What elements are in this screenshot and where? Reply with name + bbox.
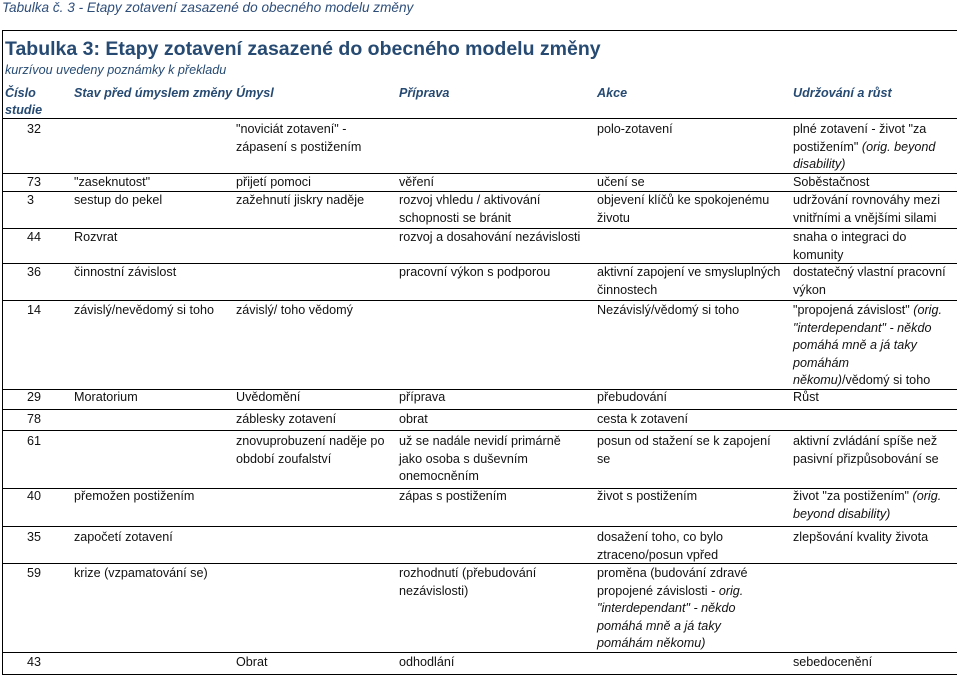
row-3-prep-line2: schopnosti se bránit [399,210,512,225]
row-36-maintain [793,264,946,299]
row-35-study: 35 [27,530,42,544]
row-59-before: krize (vzpamatování se) [74,566,208,580]
row-40-maintain-line2: beyond disability) [793,506,891,521]
row-14-maintain-line4: pomáhám [793,355,850,370]
row-73-intent: přijetí pomoci [236,175,311,189]
row-40-maintain-line1a: život "za postižením" [793,489,913,503]
row-59-action-line2b: orig. [718,583,744,598]
row-36-action [597,264,780,299]
row-36-prep: pracovní výkon s podporou [399,265,551,279]
row-divider [2,409,957,410]
row-61-prep [399,433,561,486]
header-prep: Příprava [399,86,450,100]
row-44-maintain-line1: snaha o integraci do [793,230,907,244]
row-73-action: učení se [597,175,645,189]
row-3-action-line1: objevení klíčů ke spokojenému [597,193,770,207]
header-action: Akce [597,86,628,100]
row-14-intent: závislý/ toho vědomý [236,303,353,317]
row-61-intent-line2: období zoufalství [236,451,332,466]
row-59-action-line5: pomáhám někomu) [597,636,706,650]
row-32-maintain-line2a: postižením" [793,139,862,154]
row-36-before: činnostní závislost [74,265,177,279]
row-61-maintain-line1: aktivní zvládání spíše než [793,434,938,448]
row-29-action: přebudování [597,390,668,404]
row-61-prep-line3: onemocněním [399,469,479,483]
row-40-prep: zápas s postižením [399,489,507,503]
row-3-intent: zažehnutí jiskry naděje [236,193,365,207]
table-subtitle: kurzívou uvedeny poznámky k překladu [5,63,227,77]
row-29-intent: Uvědomění [236,390,301,404]
row-14-maintain-line5 [793,372,942,390]
row-73-prep: věření [399,175,435,189]
row-36-study: 36 [27,265,42,279]
row-61-maintain-line2: pasivní přizpůsobování se [793,451,939,466]
row-44-study: 44 [27,230,42,244]
row-3-prep-line1: rozvoj vhledu / aktivování [399,193,541,207]
row-44-maintain-line2: komunity [793,247,844,262]
row-14-maintain-line1b: (orig. [913,303,942,317]
row-14-maintain-line1 [793,302,942,320]
row-29-maintain: Růst [793,390,819,404]
row-32-maintain-line1: plné zotavení - život "za [793,122,927,136]
row-3-prep [399,192,540,227]
row-35-before: započetí zotavení [74,530,173,544]
row-29-prep: příprava [399,390,446,404]
row-14-maintain-line3: pomáhá mně a já taky [793,338,917,352]
row-3-action [597,192,769,227]
row-3-maintain-line1: udržování rovnováhy mezi [793,193,940,207]
row-35-action-line2: ztraceno/posun vpřed [597,547,719,562]
row-59-action-line4: pomáhá mně a já taky [597,618,721,633]
row-61-action-line2: se [597,451,611,466]
row-3-maintain [793,192,940,227]
header-study [5,85,42,119]
row-3-action-line2: životu [597,210,630,225]
row-14-action: Nezávislý/vědomý si toho [597,303,740,317]
row-40-before: přemožen postižením [74,489,195,503]
row-59-study: 59 [27,566,42,580]
header-maintain: Udržování a růst [793,86,892,100]
table-title: Tabulka 3: Etapy zotavení zasazené do obecného modelu změny [5,38,601,60]
row-40-maintain-line1 [793,488,941,506]
row-59-action-line3: "interdependant" - někdo [597,601,736,615]
row-divider [2,430,957,431]
row-divider [2,526,957,527]
row-32-study: 32 [27,122,42,136]
row-36-maintain-line1: dostatečný vlastní pracovní [793,265,946,279]
row-61-prep-line1: už se nadále nevidí primárně [399,434,561,448]
row-61-maintain [793,433,939,468]
row-61-prep-line2: jako osoba s duševním [399,451,528,466]
row-14-study: 14 [27,303,42,317]
header-divider [2,118,957,119]
row-61-study: 61 [27,434,42,448]
row-3-maintain-line2: vnitřními a vnějšími silami [793,210,937,225]
row-61-action-line1: posun od stažení se k zapojení [597,434,771,448]
row-32-maintain-line2 [793,139,935,157]
row-61-intent-line1: znovuprobuzení naděje po [236,434,385,448]
header-study-line2: studie [5,103,43,117]
row-divider [2,300,957,301]
row-78-intent: záblesky zotavení [236,412,337,426]
row-43-maintain: sebedocenění [793,655,873,669]
row-43-study: 43 [27,655,42,669]
row-40-study: 40 [27,489,42,503]
row-61-action [597,433,771,468]
row-44-before: Rozvrat [74,230,118,244]
row-43-intent: Obrat [236,655,268,669]
row-14-maintain-line1a: "propojená závislost" [793,303,914,317]
row-59-prep-line2: nezávislosti) [399,583,469,598]
row-divider [2,652,957,653]
row-32-maintain-line2b: (orig. beyond [861,139,936,154]
row-29-study: 29 [27,390,42,404]
row-14-maintain-line5b: /vědomý si toho [842,373,931,387]
row-78-prep: obrat [399,412,428,426]
table-caption: Tabulka č. 3 - Etapy zotavení zasazené do obecného modelu změny [2,0,414,15]
row-59-action-line2a: propojené závislosti - [597,583,719,598]
row-14-maintain-line5a: někomu) [793,373,842,387]
row-73-maintain: Soběstačnost [793,175,870,189]
row-29-before: Moratorium [74,390,138,404]
row-73-study: 73 [27,175,42,189]
row-59-prep [399,565,536,600]
row-32-intent-line1: "noviciát zotavení" - [236,122,347,136]
row-59-action-line1: proměna (budování zdravé [597,566,748,580]
row-32-intent [236,121,361,156]
row-59-action [597,565,748,653]
row-14-before: závislý/nevědomý si toho [74,303,214,317]
row-43-prep: odhodlání [399,655,455,669]
row-59-prep-line1: rozhodnutí (přebudování [399,566,537,580]
row-14-maintain [793,302,942,390]
row-14-maintain-line2: "interdependant" - někdo [793,320,932,335]
row-32-action: polo-zotavení [597,122,673,136]
header-intent: Úmysl [236,86,274,100]
row-3-study: 3 [27,193,35,207]
row-32-intent-line2: zápasení s postižením [236,139,362,154]
row-36-action-line2: činnostech [597,282,658,297]
row-35-maintain: zlepšování kvality života [793,530,929,544]
row-divider [2,563,957,564]
row-73-before: "zaseknutost" [74,175,151,189]
row-78-action: cesta k zotavení [597,412,689,426]
row-3-before: sestup do pekel [74,193,163,207]
row-78-study: 78 [27,412,42,426]
row-40-maintain [793,488,941,523]
row-61-intent [236,433,384,468]
row-35-action-line1: dosažení toho, co bylo [597,530,724,544]
row-40-action: život s postižením [597,489,698,503]
row-40-maintain-line1b: (orig. [912,489,942,503]
header-study-line1: Číslo [5,86,36,100]
row-36-action-line1: aktivní zapojení ve smysluplných [597,265,781,279]
row-59-action-line2 [597,583,748,601]
row-44-prep: rozvoj a dosahování nezávislosti [399,230,581,244]
row-44-maintain [793,229,906,264]
row-36-maintain-line2: výkon [793,282,826,297]
row-32-maintain-line3: disability) [793,157,846,171]
header-before: Stav před úmyslem změny [74,86,233,100]
row-32-maintain [793,121,935,174]
row-35-action [597,529,723,564]
